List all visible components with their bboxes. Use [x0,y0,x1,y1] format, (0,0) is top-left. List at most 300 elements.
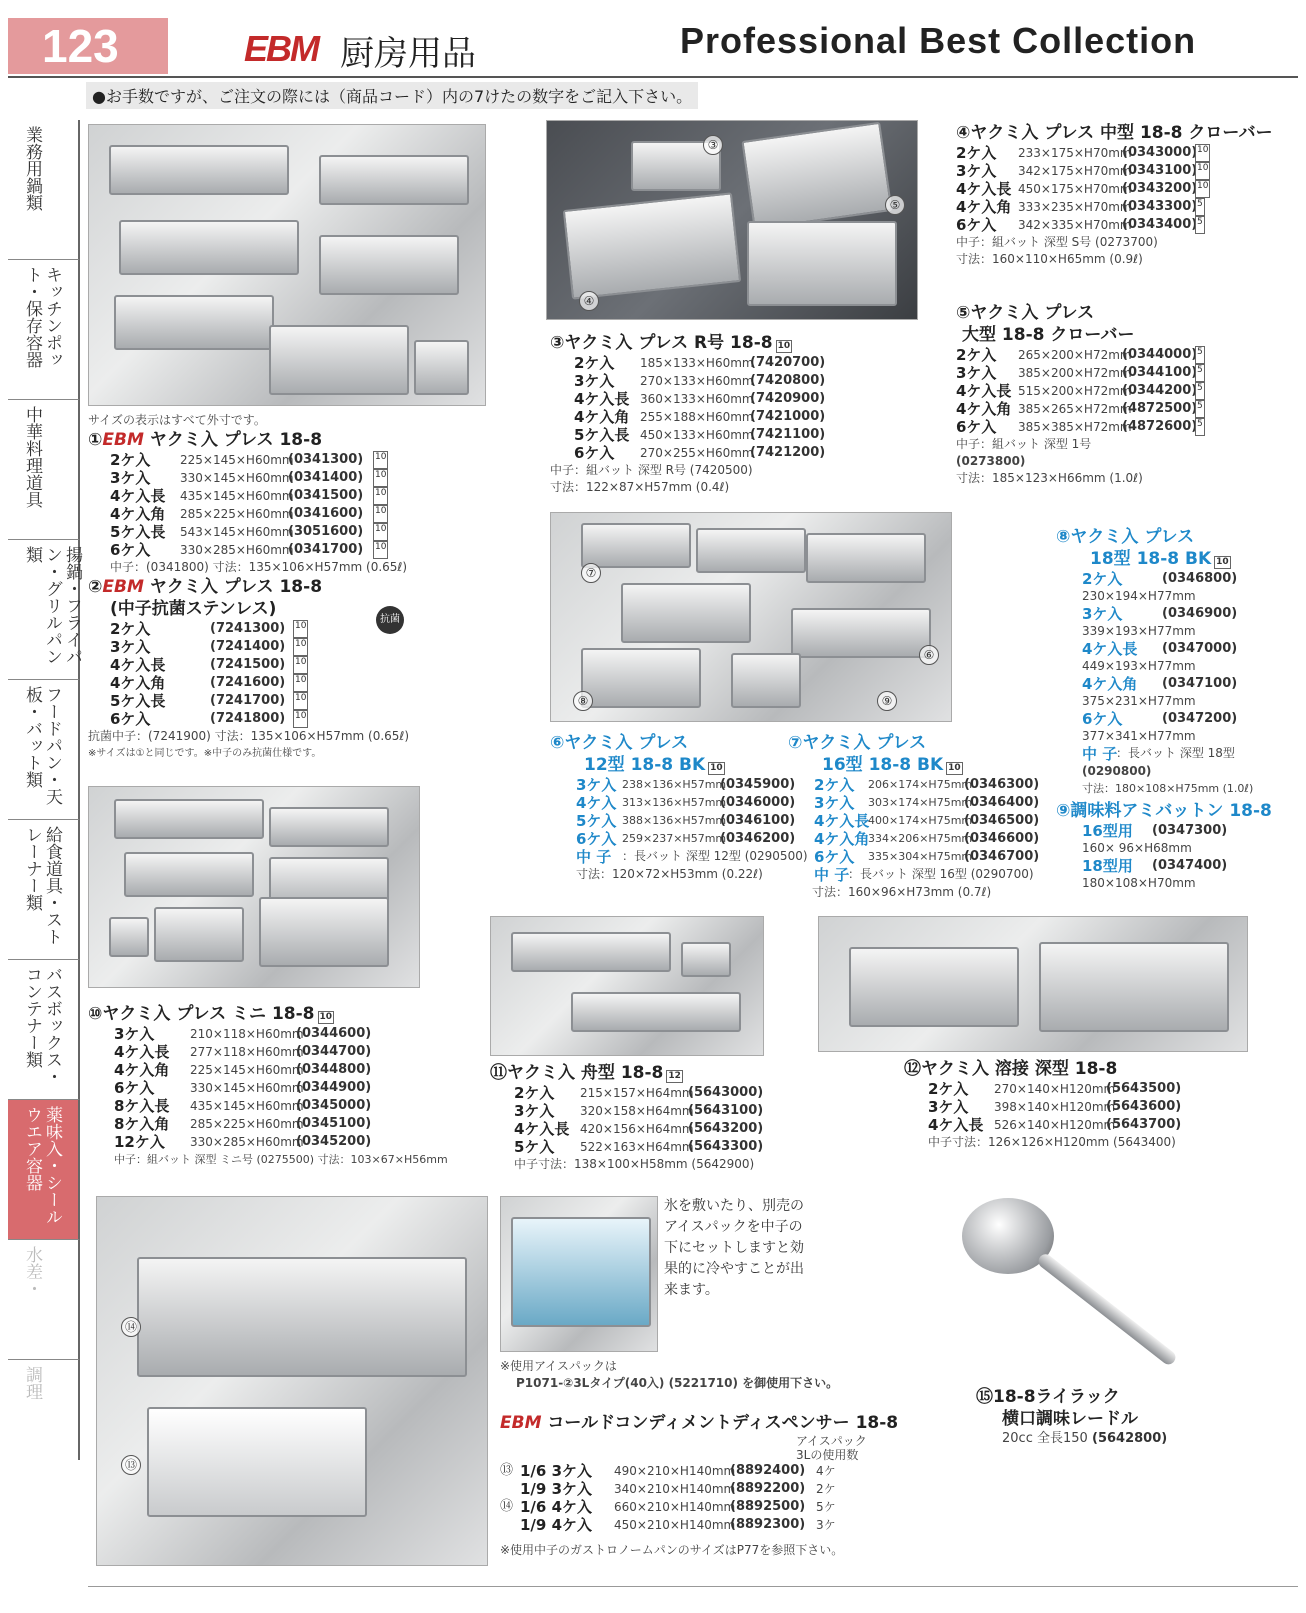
row-code: (7241800) [210,711,286,726]
product-7 [788,732,1039,901]
product-subtitle: 大型 18-8 クローバー [962,325,1135,345]
row-label: 2ケ入 [574,354,615,372]
row-size: 342×335×H70mm [1018,218,1132,232]
spec-row [574,354,825,372]
row-label: 4ケ入長 [114,1043,170,1061]
row-size: 270×133×H60mm [640,374,754,388]
spec-row [576,830,808,848]
spec-row [114,1025,448,1043]
row-label: 1/9 3ケ入 [520,1480,593,1498]
product-13-14 [500,1412,898,1559]
row-code: (7241600) [210,675,286,690]
spec-row [110,674,409,692]
sidebar-tab[interactable] [8,120,80,260]
title-text: ヤクミ入 プレス [970,303,1095,323]
product-title [1056,800,1272,822]
row-packs: 3ケ [816,1518,836,1532]
product-subtitle [1056,548,1253,570]
product-photo-10 [88,786,420,988]
insert-note: ：長バット 深型 18型 [1116,746,1235,760]
sidebar-tab-label: バスボックス・コンテナー類 [22,966,62,1085]
spec-row [814,848,1039,866]
row-code: (5643000) [688,1085,764,1100]
qty-badge: 10 [373,541,388,559]
row-label: 8ケ入角 [114,1115,170,1133]
row-label: 12ケ入 [114,1133,165,1151]
row-code: (0343000) [1122,145,1198,160]
spec-row [814,794,1039,812]
insert-note: 抗菌中子：(7241900) 寸法：135×106×H57mm (0.65ℓ) [88,729,410,743]
spec-row [956,162,1273,180]
spec-row [574,444,825,462]
spec-row [956,180,1273,198]
row-size: 360×133×H60mm [640,392,754,406]
order-notice: ●お手数ですが、ご注文の際には（商品コード）内の7けたの数字をご記入下さい。 [86,82,698,109]
description-line: 氷を敷いたり、別売の [664,1198,804,1214]
spec-row [956,400,1205,418]
spec-row [1082,745,1253,763]
spec-row [114,1043,448,1061]
title-text: 18-8ライラック [993,1387,1120,1407]
row-label: 3ケ入 [110,469,151,487]
size-caption: サイズの表示はすべて外寸です。 [88,413,266,427]
row-label: 4ケ入角 [956,198,1012,216]
row-size: 522×163×H64mm [580,1140,694,1154]
row-code: (4872600) [1122,419,1198,434]
spec-row [574,390,825,408]
spec-row [576,794,808,812]
row-code: (8892200) [730,1481,806,1496]
qty-badge: 10 [373,505,388,523]
row-label: 6ケ入 [576,830,617,848]
spec-row [956,346,1205,364]
row-size: 230×194×H77mm [1082,589,1196,603]
row-code: (5643500) [1106,1081,1182,1096]
sidebar-tab[interactable] [8,540,80,680]
row-size: 385×385×H72mm [1018,420,1132,434]
page-number: 123 [8,18,168,74]
spec-table [788,776,1039,884]
subtitle-text: 12型 18-8 BK [584,755,706,775]
row-code: (0344700) [296,1044,372,1059]
row-size: 160× 96×H68mm [1082,841,1192,855]
size-note: 寸法：160×96×H73mm (0.7ℓ) [812,885,992,899]
title-text: ヤクミ入 プレス 18-8 [149,577,323,597]
row-size: 210×118×H60mm [190,1027,304,1041]
row-code: (7241400) [210,639,286,654]
title-text: コールドコンディメントディスペンサー 18-8 [547,1413,899,1433]
spec-row [956,216,1273,234]
row-label: 4ケ入角 [114,1061,170,1079]
row-label: 4ケ入長 [814,812,870,830]
row-size: 398×140×H120mm [994,1100,1116,1114]
insert-code: (0290800) [1082,764,1152,778]
row-size: 490×210×H140mm [614,1464,736,1478]
sidebar-tab-label: キッチンポット・保存容器 [22,266,62,368]
sidebar-tab[interactable] [8,1360,80,1460]
collection-title: Professional Best Collection [680,20,1197,61]
spec-row [500,1462,898,1480]
spec-table [500,1462,898,1534]
row-label: 4ケ入角 [956,400,1012,418]
insert-note: 中子寸法：126×126×H120mm (5643400) [928,1135,1176,1149]
spec-row [110,487,407,505]
qty-badge: 5 [1195,382,1205,400]
description-line: 果的に冷やすことが出 [664,1261,804,1277]
photo-label: ⑥ [919,645,939,665]
qty-badge: 5 [1195,418,1205,436]
ice-pack-photo [500,1196,658,1352]
spec-table [88,620,409,728]
product-12 [904,1058,1181,1151]
qty-badge: 12 [668,1071,681,1081]
row-code: (5643300) [688,1139,764,1154]
photo-label: ③ [703,135,723,155]
row-code: (0343300) [1122,199,1198,214]
spec-table [1056,822,1272,892]
row-code: (0346100) [720,813,796,828]
sidebar-tab-label: 業務用鍋類 [22,126,42,211]
row-label: 2ケ入 [814,776,855,794]
row-label: 5ケ入長 [110,692,166,710]
spec-row [500,1480,898,1498]
row-label: 3ケ入 [574,372,615,390]
product-photo-7 [550,512,952,722]
qty-badge: 5 [1195,216,1205,234]
description-line: 来ます。 [664,1282,719,1298]
spec-row [1082,640,1253,658]
row-label: 2ケ入 [1082,570,1123,588]
row-label: 3ケ入 [514,1102,555,1120]
sidebar-tab-label: 給食道具・ストレーナー類 [22,826,62,945]
header-rule [8,76,1298,78]
spec-table [956,144,1273,234]
row-label: 4ケ入長 [956,382,1012,400]
row-size: 225×145×H60mm [190,1063,304,1077]
row-size: 313×136×H57mm [622,796,727,809]
product-photo-11 [490,916,764,1056]
insert-note: ：長バット 深型 16型 (0290700) [848,867,1034,881]
size-note: 寸法：185×123×H66mm (1.0ℓ) [956,471,1143,485]
row-size: 515×200×H72mm [1018,384,1132,398]
spec-row [576,776,808,794]
spec-row [956,198,1273,216]
spec-row [814,776,1039,794]
product-title [88,1003,448,1025]
row-label: 3ケ入 [1082,605,1123,623]
spec-row [576,848,808,866]
row-code: (0346800) [1162,571,1238,586]
row-size: 285×225×H60mm [180,507,294,521]
row-size: 450×210×H140mm [614,1518,736,1532]
spec-row [576,812,808,830]
qty-badge: 10 [948,763,961,773]
item-number: ⑮ [976,1387,993,1407]
row-label: 3ケ入 [956,364,997,382]
row-size: 340×210×H140mm [614,1482,736,1496]
insert-code: (0273800) [956,454,1026,468]
row-label: 18型用 [1082,857,1133,875]
spec-row [110,656,409,674]
row-size: 334×206×H75mm [868,832,973,845]
row-label: 6ケ入 [574,444,615,462]
product-photo-3 [546,120,918,320]
row-code: (0346500) [964,813,1040,828]
row-code: (7241500) [210,657,286,672]
row-size: 330×145×H60mm [180,471,294,485]
spec-row [110,541,407,559]
sidebar-tab[interactable] [8,820,80,960]
product-photo-13-14 [96,1196,488,1566]
item-number: ⑥ [550,733,565,753]
row-packs: 4ケ [816,1464,836,1478]
spec-row [110,505,407,523]
row-label: 4ケ入角 [110,505,166,523]
row-size: 385×265×H72mm [1018,402,1132,416]
photo-label: ④ [579,291,599,311]
title-text: ヤクミ入 舟型 18-8 [507,1063,664,1083]
row-size: 215×157×H64mm [580,1086,694,1100]
qty-badge: 10 [373,451,388,469]
product-10 [88,1003,448,1168]
row-size: 270×255×H60mm [640,446,754,460]
product-1 [88,412,407,576]
row-code: (0345100) [296,1116,372,1131]
sidebar-tab-label: 薬味入・シールウエア容器 [22,1106,62,1225]
row-label: 2ケ入 [956,346,997,364]
row-size: 238×136×H57mm [622,778,727,791]
qty-badge: 10 [293,674,308,692]
row-code: (7241300) [210,621,286,636]
title-text: 調味料アミバットン 18-8 [1070,801,1272,821]
category-title: 厨房用品 [340,34,476,74]
qty-badge: 10 [373,469,388,487]
row-size: 375×231×H77mm [1082,694,1196,708]
qty-badge: 5 [1195,198,1205,216]
spec-row [814,866,1039,884]
row-label: 8ケ入長 [114,1097,170,1115]
spec-row [574,426,825,444]
row-label: 3ケ入 [576,776,617,794]
item-number: ⑧ [1056,527,1071,547]
product-2 [88,576,409,762]
row-code: (0344200) [1122,383,1198,398]
row-label: 2ケ入 [928,1080,969,1098]
item-number: ③ [550,333,565,353]
spec-row [928,1098,1181,1116]
row-label: 5ケ入長 [110,523,166,541]
sidebar-tab[interactable] [8,960,80,1100]
row-size: 385×200×H72mm [1018,366,1132,380]
qty-badge: 5 [1195,364,1205,382]
row-label: 中 子 [1082,745,1118,763]
sidebar-tab-label: 中華料理道具 [22,406,42,508]
row-size: 185×133×H60mm [640,356,754,370]
row-size: 339×193×H77mm [1082,624,1196,638]
row-size: 333×235×H70mm [1018,200,1132,214]
row-code: (0341300) [288,452,364,467]
row-code: (7420900) [750,391,826,406]
row-label: 3ケ入 [110,638,151,656]
row-code: (0346000) [720,795,796,810]
row-code: (0347000) [1162,641,1238,656]
row-label: 中 子 [576,848,612,866]
ice-description [664,1196,804,1301]
row-label: 6ケ入 [114,1079,155,1097]
spec-row [110,451,407,469]
insert-note: 中子：組バット 深型 R号 (7420500) [550,463,753,477]
row-code: (0347100) [1162,676,1238,691]
row-size: 233×175×H70mm [1018,146,1132,160]
description-line: アイスパックを中子の [664,1219,803,1235]
spec-row [114,1115,448,1133]
row-code: (0343200) [1122,181,1198,196]
qty-badge: 10 [710,763,723,773]
spec-row [1082,710,1253,728]
row-label: 4ケ入角 [1082,675,1138,693]
qty-badge: 5 [1195,400,1205,418]
photo-label: ⑤ [885,195,905,215]
product-11 [490,1062,763,1173]
qty-badge: 10 [373,523,388,541]
product-9 [1056,800,1272,892]
row-code: (5643200) [688,1121,764,1136]
spec-row [114,1097,448,1115]
spec-table [904,1080,1181,1134]
sidebar-tab[interactable] [8,680,80,820]
spec-table [550,354,825,462]
row-label: 4ケ入長 [928,1116,984,1134]
row-code: (5643100) [688,1103,764,1118]
sidebar-tab[interactable] [8,400,80,540]
row-code: (0344900) [296,1080,372,1095]
row-code: (7420800) [750,373,826,388]
spec-row [574,408,825,426]
row-code: (0346700) [964,849,1040,864]
title-text: ヤクミ入 プレス [1070,527,1195,547]
row-label: 6ケ入 [110,541,151,559]
row-code: (3051600) [288,524,364,539]
brand-mark: EBM [102,577,144,597]
photo-label: ⑭ [121,1317,141,1337]
product-subtitle: 横口調味レードル [1002,1409,1138,1429]
photo-label: ⑧ [573,691,593,711]
title-text: ヤクミ入 プレス 中型 18-8 クローバー [970,123,1273,143]
item-number: ① [88,430,103,450]
description-line: 下にセットしますと効 [664,1240,804,1256]
row-code: (5642800) [1092,1431,1168,1446]
item-number: ⑪ [490,1063,507,1083]
product-title [788,732,1039,754]
row-label: 4ケ入長 [110,487,166,505]
item-number: ⑬ [500,1463,514,1478]
spec-row [1082,675,1253,693]
product-title [88,429,407,451]
row-code: (0347400) [1152,858,1228,873]
row-size: 20cc 全長150 [1002,1431,1088,1446]
spec-row [500,1498,898,1516]
spec-row [1082,857,1272,875]
product-3 [550,332,825,496]
row-label: 5ケ入 [576,812,617,830]
row-label: 6ケ入 [956,418,997,436]
row-code: (0345000) [296,1098,372,1113]
note-line: ※使用アイスパックは [500,1359,617,1373]
row-label: 3ケ入 [928,1098,969,1116]
spec-row [928,1080,1181,1098]
product-title [500,1412,898,1434]
brand-mark: EBM [500,1413,542,1433]
spec-row [956,364,1205,382]
ladle-handle [1036,1251,1179,1367]
qty-badge: 10 [1195,180,1210,198]
row-code: (0343400) [1122,217,1198,232]
row-size: 225×145×H60mm [180,453,294,467]
row-size: 342×175×H70mm [1018,164,1132,178]
item-number: ⑭ [500,1499,514,1514]
row-label: 2ケ入 [110,451,151,469]
row-label: 1/9 4ケ入 [520,1516,593,1534]
row-size: 335×304×H75mm [868,850,973,863]
spec-row [814,812,1039,830]
row-size: 206×174×H75mm [868,778,973,791]
row-size: 450×175×H70mm [1018,182,1132,196]
subtitle-text: 18型 18-8 BK [1090,549,1212,569]
spec-row [110,710,409,728]
spec-row [574,372,825,390]
item-number: ⑫ [904,1059,921,1079]
row-label: 1/6 4ケ入 [520,1498,593,1516]
spec-row [114,1133,448,1151]
product-title [1056,526,1253,548]
row-size: 270×140×H120mm [994,1082,1116,1096]
row-code: (0345200) [296,1134,372,1149]
product-subtitle: (中子抗菌ステンレス) [110,599,277,619]
item-number: ⑦ [788,733,803,753]
product-6 [550,732,808,883]
sidebar-tab[interactable] [8,1240,80,1360]
row-code: (7421100) [750,427,826,442]
ice-pack-note [500,1358,838,1392]
row-code: (7241700) [210,693,286,708]
qty-badge: 10 [293,692,308,710]
row-packs: 5ケ [816,1500,836,1514]
spec-row [1082,605,1253,623]
row-size: 660×210×H140mm [614,1500,736,1514]
row-label: 4ケ入長 [110,656,166,674]
title-text: ヤクミ入 プレス 18-8 [149,430,323,450]
row-code: (7421000) [750,409,826,424]
sidebar-tab-label: 揚鍋・フライパン・グリルパン類 [22,546,82,665]
sidebar-tab[interactable] [8,260,80,400]
item-number: ⑤ [956,303,971,323]
item-number: ④ [956,123,971,143]
spec-row [110,638,409,656]
insert-note: 中子：(0341800) 寸法：135×106×H57mm (0.65ℓ) [110,560,408,574]
product-subtitle [788,754,1039,776]
product-15 [976,1386,1167,1448]
spec-row [110,469,407,487]
sidebar-tab-label: フードパン・天板・バット類 [22,686,62,805]
row-label: 中 子 [814,866,850,884]
row-label: 4ケ入長 [956,180,1012,198]
antibacterial-icon: 抗菌 [376,606,404,634]
row-size: 526×140×H120mm [994,1118,1116,1132]
sidebar-tab-active[interactable] [8,1100,80,1240]
row-code: (0341400) [288,470,364,485]
size-note: 寸法：122×87×H57mm (0.4ℓ) [550,480,730,494]
row-code: (0341600) [288,506,364,521]
